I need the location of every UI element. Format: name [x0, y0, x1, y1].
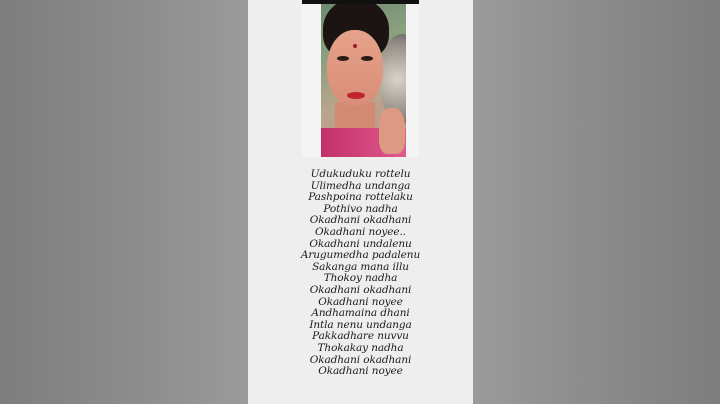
- lyric-line: Okadhani undalenu: [309, 237, 412, 250]
- lyric-line: Andhamaina dhani: [311, 307, 410, 320]
- lyric-line: Okadhani noyee: [318, 365, 403, 378]
- portrait-hand: [379, 108, 405, 154]
- lyric-line: Intla nenu undanga: [309, 318, 412, 331]
- portrait-left-eye: [337, 56, 349, 61]
- lyric-line: Pothivo nadha: [323, 202, 398, 215]
- lyric-line: Okadhani okadhani: [309, 214, 412, 227]
- lyric-line: Pakkadhare nuvvu: [312, 330, 409, 343]
- lyric-line: Okadhani noyee: [318, 295, 403, 308]
- portrait-lips: [347, 92, 365, 99]
- lyric-line: Ulimedha undanga: [310, 179, 411, 192]
- lyric-line: Thokoy nadha: [323, 272, 398, 285]
- blurred-background-right: [473, 0, 720, 404]
- photo-frame: [302, 4, 419, 157]
- portrait-bindi: [353, 44, 357, 48]
- lyric-line: Sakanga mana illu: [312, 260, 409, 273]
- lyric-line: Pashpoina rottelaku: [308, 191, 413, 204]
- lyric-line: Udukuduku rottelu: [310, 168, 411, 180]
- lyric-line: Arugumedha padalenu: [300, 249, 421, 262]
- lyric-line: Okadhani noyee..: [315, 225, 406, 238]
- lyric-line: Okadhani okadhani: [309, 353, 412, 366]
- blurred-background-left: [0, 0, 248, 404]
- lyrics-list: [248, 169, 473, 378]
- lyric-line: Thokakay nadha: [317, 341, 404, 354]
- lyric-line: Okadhani okadhani: [309, 283, 412, 296]
- portrait-photo: [321, 4, 406, 157]
- portrait-right-eye: [361, 56, 373, 61]
